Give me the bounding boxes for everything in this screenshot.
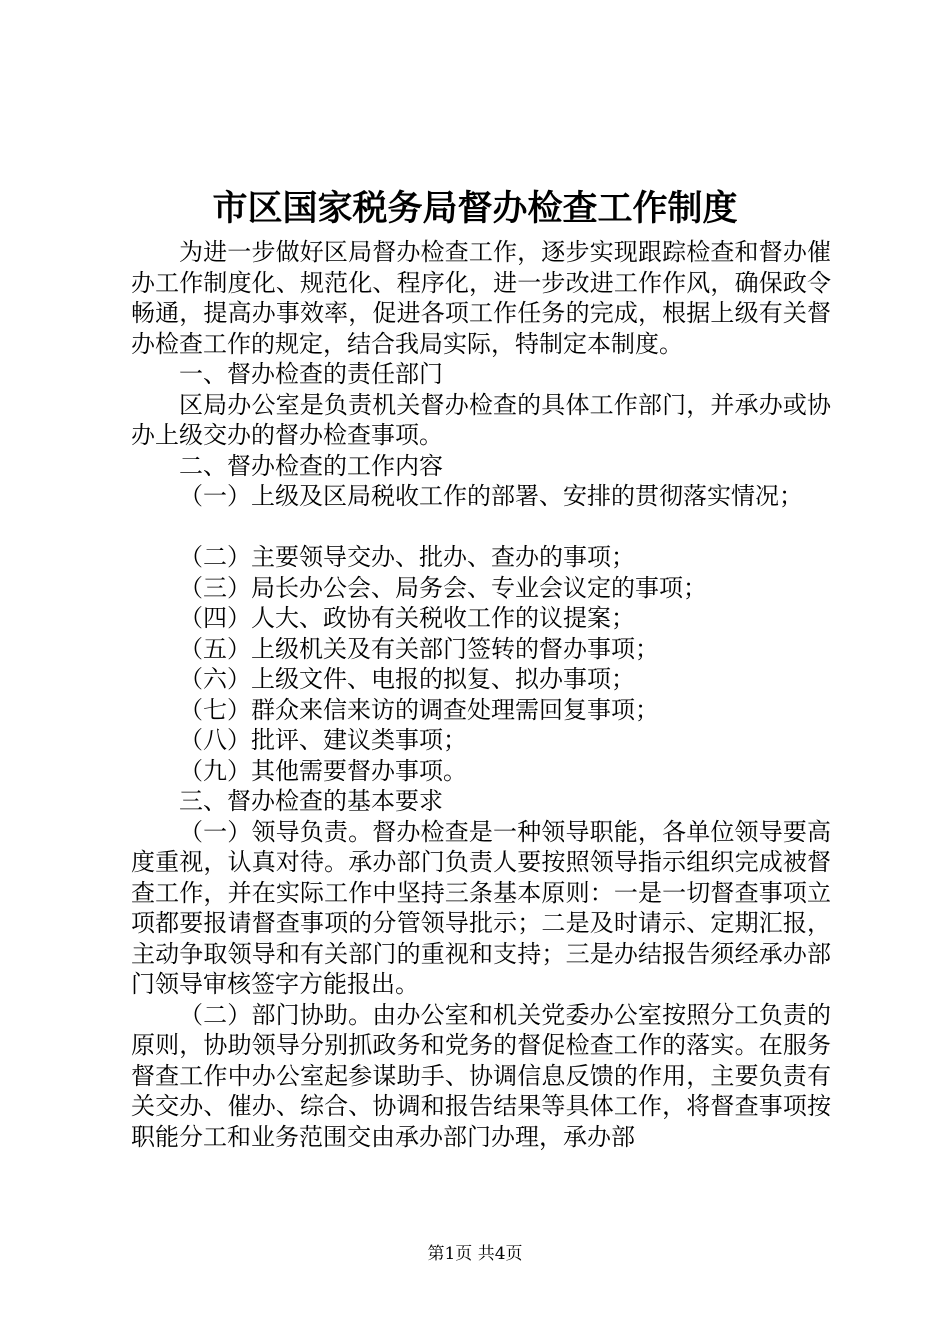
section-heading-1: 一、督办检查的责任部门 bbox=[179, 360, 443, 388]
list-item: （三）局长办公会、局务会、专业会议定的事项； bbox=[179, 573, 707, 602]
page-footer: 第1页 共4页 bbox=[427, 1244, 523, 1264]
section-heading-2: 二、督办检查的工作内容 bbox=[179, 451, 443, 480]
list-item: （六）上级文件、电报的拟复、拟办事项； bbox=[179, 665, 635, 693]
list-item: （九）其他需要督办事项。 bbox=[179, 756, 467, 785]
section-heading-3: 三、督办检查的基本要求 bbox=[179, 787, 443, 815]
list-item: （一）上级及区局税收工作的部署、安排的贯彻落实情况； bbox=[179, 482, 803, 510]
paragraph-intro: 为进一步做好区局督办检查工作，逐步实现跟踪检查和督办催办工作制度化、规范化、程序化，进一步改进工作作风，确保政令畅通，提高办事效率，促进各项工作任务的完成，根据上级有关督办检查工作的规定，结合我局实际，特制定本制度。 bbox=[131, 238, 831, 358]
paragraph-responsible-dept: 区局办公室是负责机关督办检查的具体工作部门，并承办或协办上级交办的督办检查事项。 bbox=[131, 390, 831, 449]
paragraph-leadership: （一）领导负责。督办检查是一种领导职能，各单位领导要高度重视，认真对待。承办部门负责人要按照领导指示组织完成被督查工作，并在实际工作中坚持三条基本原则：一是一切督查事项立项都要报请督查事项的分管领导批示；二是及时请示、定期汇报，主动争取领导和有关部门的重视和支持；三是办结报告须经承办部门领导审核签字方能报出。 bbox=[131, 817, 831, 998]
document-body bbox=[131, 237, 831, 1152]
document-title: 市区国家税务局督办检查工作制度 bbox=[212, 188, 738, 229]
list-item: （五）上级机关及有关部门签转的督办事项； bbox=[179, 634, 659, 663]
list-item: （八）批评、建议类事项； bbox=[179, 726, 467, 754]
list-item: （二）主要领导交办、批办、查办的事项； bbox=[179, 543, 635, 571]
list-item: （七）群众来信来访的调查处理需回复事项； bbox=[179, 695, 659, 724]
list-item: （四）人大、政协有关税收工作的议提案； bbox=[179, 604, 635, 632]
paragraph-dept-assist: （二）部门协助。由办公室和机关党委办公室按照分工负责的原则，协助领导分别抓政务和党务的督促检查工作的落实。在服务督查工作中办公室起参谋助手、协调信息反馈的作用，主要负责有关交办、催办、综合、协调和报告结果等具体工作，将督查事项按职能分工和业务范围交由承办部门办理，承办部 bbox=[131, 1000, 831, 1151]
